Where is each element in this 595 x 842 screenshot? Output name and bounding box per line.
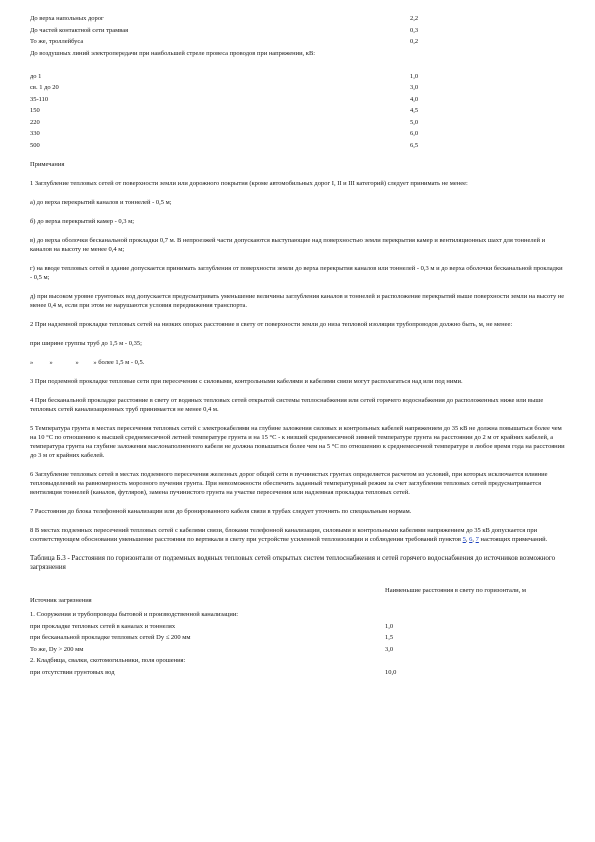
link-note-5[interactable]: 5 xyxy=(462,536,466,543)
table-row xyxy=(30,106,570,118)
link-note-7[interactable]: 7 xyxy=(475,536,479,543)
table-row xyxy=(30,83,570,95)
note-6: 6 Заглубление тепловых сетей в местах подземного пересечения железных дорог общей сети в пучинистых грунтах определяется расчетом из условий, при которых исключается влияние тепловыделений на равномерность морозного пучения грунта. При невозможности обеспечить заданный температурный режим за счет заглубления тепловых сетей предусматривается вентиляция тоннелей (каналов, футляров), замена пучинистого грунта на участке пересечения или надземная прокладка тепловых сетей. xyxy=(30,471,548,496)
note-1d: г) на вводе тепловых сетей в здание допускается принимать заглубления от поверхности земли до верха перекрытия каналов или тоннелей - 0,3 м и до верха оболочки бесканальной прокладки - 0,5 м; xyxy=(30,265,563,281)
table-header xyxy=(30,586,570,605)
row-label: до 1 xyxy=(30,72,42,80)
row-label: 1. Сооружения и трубопроводы бытовой и производственной канализации: xyxy=(30,611,239,618)
row-label: До воздушных линий электропередачи при наибольшей стреле провеса проводов при напряжении, кВ: xyxy=(30,49,316,57)
table-row xyxy=(30,95,570,107)
table-row xyxy=(30,49,570,72)
row-label: 220 xyxy=(30,118,40,126)
row-value: 3,0 xyxy=(385,645,394,653)
row-value xyxy=(385,656,545,668)
note-2b: » » » » более 1,5 м - 0,5. xyxy=(30,359,145,366)
row-value: 1,0 xyxy=(410,72,419,80)
row-value: 0,3 xyxy=(410,26,419,34)
note-3: 3 При подземной прокладке тепловые сети при пересечении с силовыми, контрольными кабелями и кабелями связи могут располагаться над или под ними. xyxy=(30,378,463,385)
row-label: До верха напольных дорог xyxy=(30,15,104,22)
row-value xyxy=(385,610,545,622)
row-label: То же, троллейбуса xyxy=(30,38,84,45)
row-value: 1,0 xyxy=(385,622,394,630)
row-label: 2. Кладбища, свалки, скотомогильники, поля орошения: xyxy=(30,657,186,664)
separator: , xyxy=(465,536,470,543)
note-1a: а) до верха перекрытий каналов и тоннелей - 0,5 м; xyxy=(30,199,172,206)
separator: , xyxy=(472,536,476,543)
row-value: 1,5 xyxy=(385,634,394,641)
note-8-tail: настоящих примечаний. xyxy=(478,536,548,543)
notes-heading: Примечания xyxy=(30,161,65,168)
clearance-table xyxy=(30,14,570,152)
row-value: 3,0 xyxy=(410,84,419,91)
table-row xyxy=(30,118,570,130)
row-label: св. 1 до 20 xyxy=(30,84,59,91)
row-value: 5,0 xyxy=(410,118,419,126)
row-value: 6,5 xyxy=(410,141,419,149)
row-value: 0,2 xyxy=(410,38,419,45)
table-row xyxy=(30,633,570,645)
note-7: 7 Расстояния до блока телефонной канализации или до бронированного кабеля связи в трубах следует уточнять по специальным нормам. xyxy=(30,508,412,515)
note-1c: в) до верха оболочки бесканальной прокладки 0,7 м. В непроезжей части допускаются выступающие над поверхностью земли перекрытия камер и вентиляционных шахт для тоннелей и каналов на высоту не менее 0,4 м; xyxy=(30,237,546,253)
row-label: при бесканальной прокладке тепловых сетей Dy ≤ 200 мм xyxy=(30,634,191,641)
table-row xyxy=(30,14,570,26)
table-row xyxy=(30,622,570,634)
row-label: 500 xyxy=(30,141,40,149)
table-row xyxy=(30,645,570,657)
row-label: 35-110 xyxy=(30,95,49,103)
note-1: 1 Заглубление тепловых сетей от поверхности земли или дорожного покрытия (кроме автомобильных дорог I, II и III категорий) следует принимать не менее: xyxy=(30,180,468,187)
note-5: 5 Температура грунта в местах пересечения тепловых сетей с электрокабелями на глубине заложения силовых и контрольных кабелей напряжением до 35 кВ не должна повышаться более чем на 10 °С по отношению к высшей среднемесячной летней температуре грунта и на 15 °С - к низшей среднемесячной зимней температуре грунта на расстоянии до 2 м от крайних кабелей, а температура грунта на глубине заложения маслонаполненного кабеля не должна повышаться более чем на 5 °С по отношению к среднемесячной температуре в любое время года на расстоянии до 3 м от крайних кабелей. xyxy=(30,425,565,459)
table-row xyxy=(30,129,570,141)
table-row xyxy=(30,610,570,622)
note-2a: при ширине группы труб до 1,5 м - 0,35; xyxy=(30,340,142,347)
note-8-text: 8 В местах подземных пересечений тепловых сетей с кабелями связи, блоками телефонной канализации, силовыми и контрольными кабелями напряжением до 35 кВ допускается при соответствующем обосновании уменьшение расстояния по вертикали в свету при устройстве усиленной теплоизоляции и соблюдении требований пунктов xyxy=(30,527,538,543)
note-1e: д) при высоком уровне грунтовых вод допускается предусматривать уменьшение величины заглубления каналов и тоннелей и расположение перекрытий выше поверхности земли на высоту не менее 0,4 м, если при этом не нарушаются условия передвижения транспорта. xyxy=(30,293,565,309)
table-row xyxy=(30,668,570,680)
column-header-distance: Наименьшие расстояния в свету по горизонтали, м xyxy=(385,587,527,594)
row-label: 330 xyxy=(30,130,40,137)
table-row xyxy=(30,656,570,668)
table-b3-title: Таблица Б.3 - Расстояния по горизонтали от подземных водяных тепловых сетей открытых систем теплоснабжения и сетей горячего водоснабжения до источников возможного загрязнения xyxy=(30,554,556,571)
table-row xyxy=(30,72,570,84)
row-label: То же, Dy > 200 мм xyxy=(30,645,84,653)
table-row xyxy=(30,26,570,38)
note-1b: б) до верха перекрытий камер - 0,3 м; xyxy=(30,218,135,225)
table-row xyxy=(30,141,570,153)
column-header-source: Источник загрязнения xyxy=(30,597,92,604)
row-label: при отсутствии грунтовых вод xyxy=(30,668,115,676)
row-value: 10,0 xyxy=(385,668,397,676)
note-2: 2 При надземной прокладке тепловых сетей на низких опорах расстояние в свету от поверхности земли до низа тепловой изоляции трубопроводов должно быть, м, не менее: xyxy=(30,321,513,328)
row-label: 150 xyxy=(30,107,40,114)
note-4: 4 При бесканальной прокладке расстояние в свету от водяных тепловых сетей открытой системы теплоснабжения или сетей горячего водоснабжения до расположенных ниже или выше тепловых сетей канализационных труб принимается не менее 0,4 м. xyxy=(30,397,544,413)
link-note-6[interactable]: 6 xyxy=(469,536,473,543)
row-value: 4,5 xyxy=(410,107,419,114)
note-8 xyxy=(30,526,565,544)
document-page xyxy=(30,14,570,679)
table-row xyxy=(30,37,570,49)
row-value: 4,0 xyxy=(410,95,419,103)
pollution-table xyxy=(30,586,570,679)
row-label: До частей контактной сети трамвая xyxy=(30,26,129,34)
row-value: 6,0 xyxy=(410,130,419,137)
row-label: при прокладке тепловых сетей в каналах и тоннелях xyxy=(30,622,176,630)
row-value: 2,2 xyxy=(410,15,419,22)
